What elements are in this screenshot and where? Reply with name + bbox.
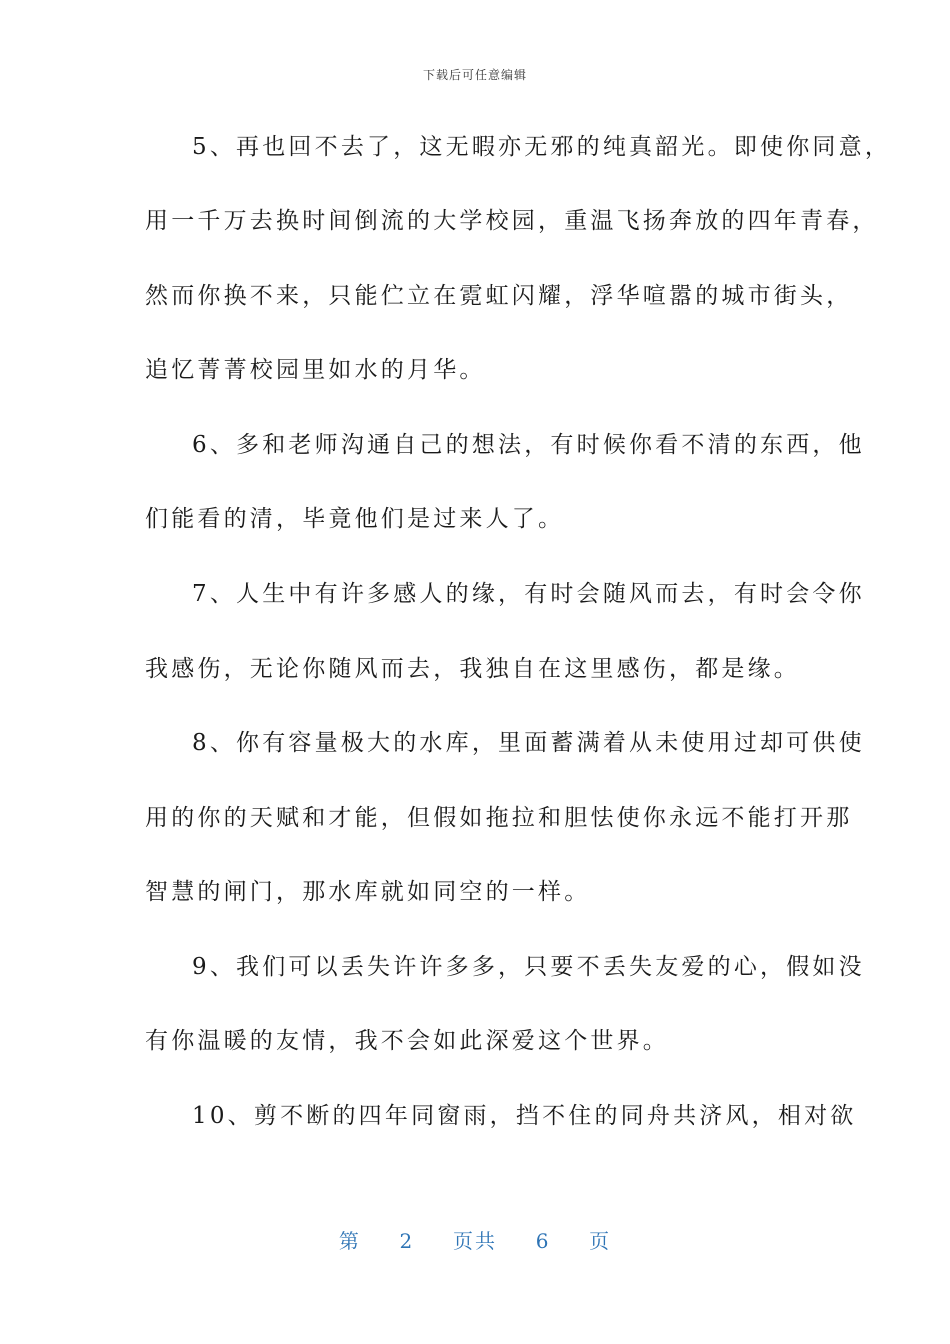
page-label-prefix: 第 <box>338 1229 361 1253</box>
paragraph-line: 8、你有容量极大的水库，里面蓄满着从未使用过却可供使 <box>192 730 865 756</box>
total-pages-number: 6 <box>535 1229 551 1253</box>
paragraph-line: 10、剪不断的四年同窗雨，挡不住的同舟共济风，相对欲 <box>192 1103 857 1129</box>
paragraph-line: 6、多和老师沟通自己的想法，有时候你看不清的东西，他 <box>192 432 865 458</box>
paragraph-line: 5、再也回不去了，这无暇亦无邪的纯真韶光。即使你同意， <box>192 134 892 160</box>
header-note: 下载后可任意编辑 <box>422 68 527 82</box>
page-label-middle: 页共 <box>453 1229 497 1253</box>
paragraph-line: 追忆菁菁校园里如水的月华。 <box>145 357 486 383</box>
paragraph-line: 智慧的闸门，那水库就如同空的一样。 <box>145 879 591 905</box>
paragraph-line: 们能看的清，毕竟他们是过来人了。 <box>145 506 565 532</box>
paragraph-line: 7、人生中有许多感人的缘，有时会随风而去，有时会令你 <box>192 581 865 607</box>
paragraph-line: 用的你的天赋和才能，但假如拖拉和胆怯使你永远不能打开那 <box>145 805 853 831</box>
paragraph-line: 我感伤，无论你随风而去，我独自在这里感伤，都是缘。 <box>145 656 800 682</box>
paragraph-line: 有你温暖的友情，我不会如此深爱这个世界。 <box>145 1028 669 1054</box>
paragraph-line: 用一千万去换时间倒流的大学校园，重温飞扬奔放的四年青春， <box>145 208 879 234</box>
current-page-number: 2 <box>399 1229 415 1253</box>
paragraph-line: 9、我们可以丢失许许多多，只要不丢失友爱的心，假如没 <box>192 954 865 980</box>
page-label-suffix: 页 <box>589 1229 612 1253</box>
paragraph-line: 然而你换不来，只能伫立在霓虹闪耀，浮华喧嚣的城市街头， <box>145 283 853 309</box>
page-number-footer <box>0 1225 950 1254</box>
